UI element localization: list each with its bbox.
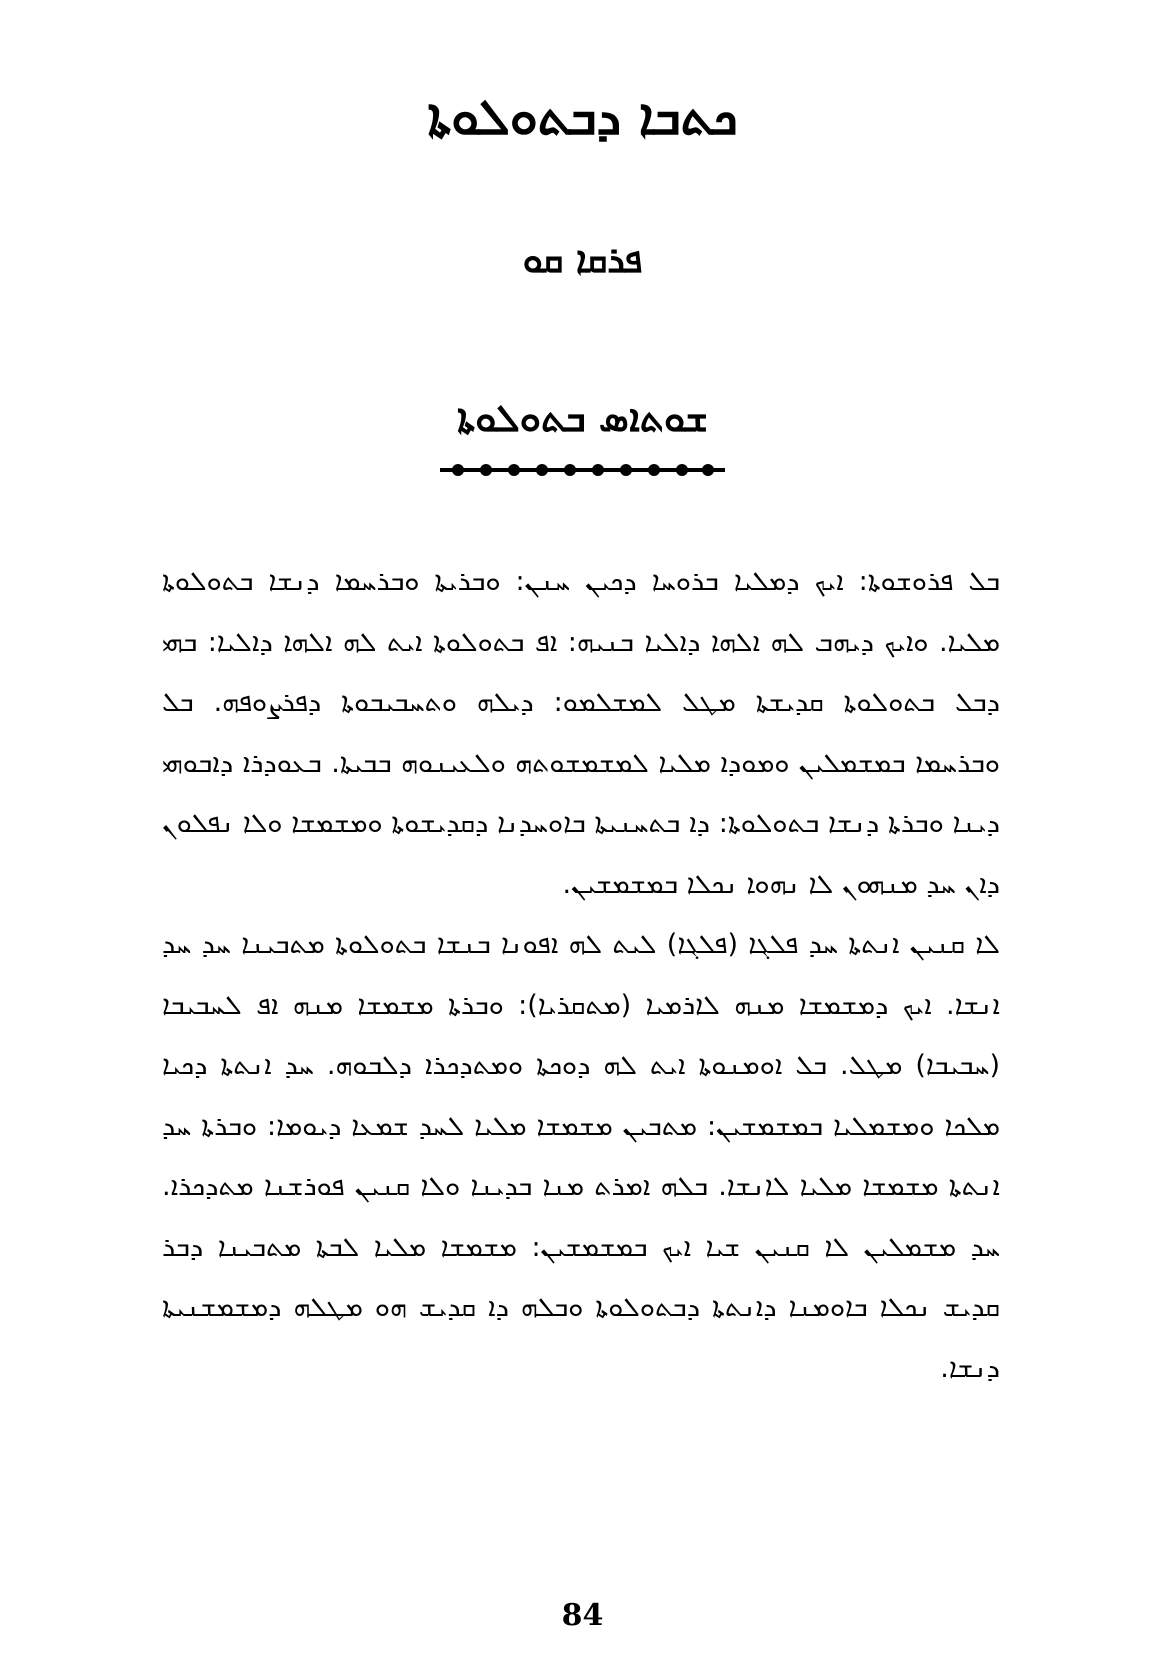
section-heading: ܫܘܬܐܣ ܒܬܘܠܘܬܐ bbox=[457, 396, 708, 440]
paragraph: ܠܐ ܩܢܝܢ ܐܢܬܬܐ ܚܕ ܦܠܓܐ (ܦܠܓܐ) ܠܝܬ ܠܗ ܐܦܘܢܐ ܒܢܫܐ ܒܬܘܠܘܬܐ ܡܬܒܝܢܐ ܚܕ ܚܕ ܐܢܫܐ. ܐܝܟ ܕܡܫܡܫܐ ܡܢܗ ܠܐܪܡܝܐ (ܡܬܩܪܝܐ): ܘܒܪܬܐ ܡܫܡܫܐ ܡܢܗ ܐܦ ܠܚܒܝܒܐ (ܚܒܝܒܐ) ܡܛܠ. ܒܠ ܐܘܡܢܘܬܐ ܐܝܬ ܠܗ ܕܘܟܬܐ ܘܡܬܕܟܪܐ ܕܠܒܘܗ. ܚܕ ܐܢܬܬܐ ܕܟܝܐ ܡܠܟܐ ܘܡܫܡܠܝܐ ܒܡܫܡܫܝܢ: ܡܬܒܝܢ ܡܫܡܫܐ ܡܠܝܐ ܠܚܕ ܫܡܥܐ ܕܝܘܡܐ: ܘܒܪܬܐ ܚܕ ܐܢܬܬܐ ܡܫܡܫܐ ܡܠܝܐ ܠܐܢܫܐ. ܒܠܗ ܐܡܪܬ ܡܢܐ ܒܕܝܢܐ ܘܠܐ ܩܢܝܢ ܦܘܪܫܢܐ ܡܬܕܟܪܐ. ܚܕ ܡܫܡܠܝܢ ܠܐ ܩܢܝܢ ܫܝܐ ܐܝܟ ܒܡܫܡܫܝܢ: ܡܫܡܫܐ ܡܠܝܐ ܠܒܬܐ ܡܬܒܝܢܐ ܕܒܪ ܩܕܝܫ ܢܟܠܐ ܒܐܘܡܢܐ ܕܐܢܬܬܐ ܕܒܬܘܠܘܬܐ ܘܒܠܗ ܕܐ ܩܕܝܫ ܗܘ ܡܛܠܗ ܕܡܫܡܫܢܝܬܐ ܕܢܫܐ. bbox=[162, 929, 1000, 1384]
page-number: 84 bbox=[561, 1598, 604, 1633]
ornament-divider bbox=[440, 462, 725, 478]
body-text bbox=[162, 552, 1000, 1399]
chapter-heading: ܦܪܩܐ ܩܘ bbox=[522, 240, 643, 281]
page-title: ܟܬܒܐ ܕܒܬܘܠܘܬܐ bbox=[427, 88, 738, 146]
paragraph: ܒܠ ܦܪܘܫܘܬܐ: ܐܝܟ ܕܡܠܝܐ ܒܪܘܚܐ ܕܟܝܢ ܚܢܢ: ܘܒܪܝܬܐ ܘܒܪܚܡܐ ܕܢܫܐ ܒܬܘܠܘܬܐ ܡܠܝܐ. ܘܐܝܟ ܕܝܗܒ ܠܗ ܐܠܗܐ ܕܐܠܝܐ ܒܢܝܗ: ܐܦ ܒܬܘܠܘܬܐ ܐܝܬ ܠܗ ܐܠܗܐ ܕܐܠܝܐ: ܒܗܝ ܕܒܠ ܒܬܘܠܘܬܐ ܩܕܝܫܬܐ ܡܛܠ ܠܡܫܠܡܘ: ܕܝܠܗ ܘܬܚܒܝܒܘܬܐ ܕܦܪܨܘܦܗ. ܒܠ ܘܒܪܚܡܐ ܒܡܫܡܠܝܢ ܘܡܘܕܐ ܡܠܝܐ ܠܡܫܡܫܘܬܗ ܘܠܥܝܢܘܗ ܒܒܝܬܐ. ܒܥܘܕܪܐ ܕܐܒܘܗܝ ܕܝܢܐ ܘܒܪܬܐ ܕܢܫܐ ܒܬܘܠܘܬܐ: ܕܐ ܒܬܚܢܝܬܐ ܒܐܘܚܕܢܐ ܕܩܕܝܫܘܬܐ ܘܡܫܡܫܐ ܘܠܐ ܢܦܠܘܢ ܕܐܢ ܚܕ ܡܢܗܘܢ ܠܐ ܢܗܘܐ ܢܟܠܐ ܒܡܫܡܫܝܢ. bbox=[162, 566, 1000, 900]
